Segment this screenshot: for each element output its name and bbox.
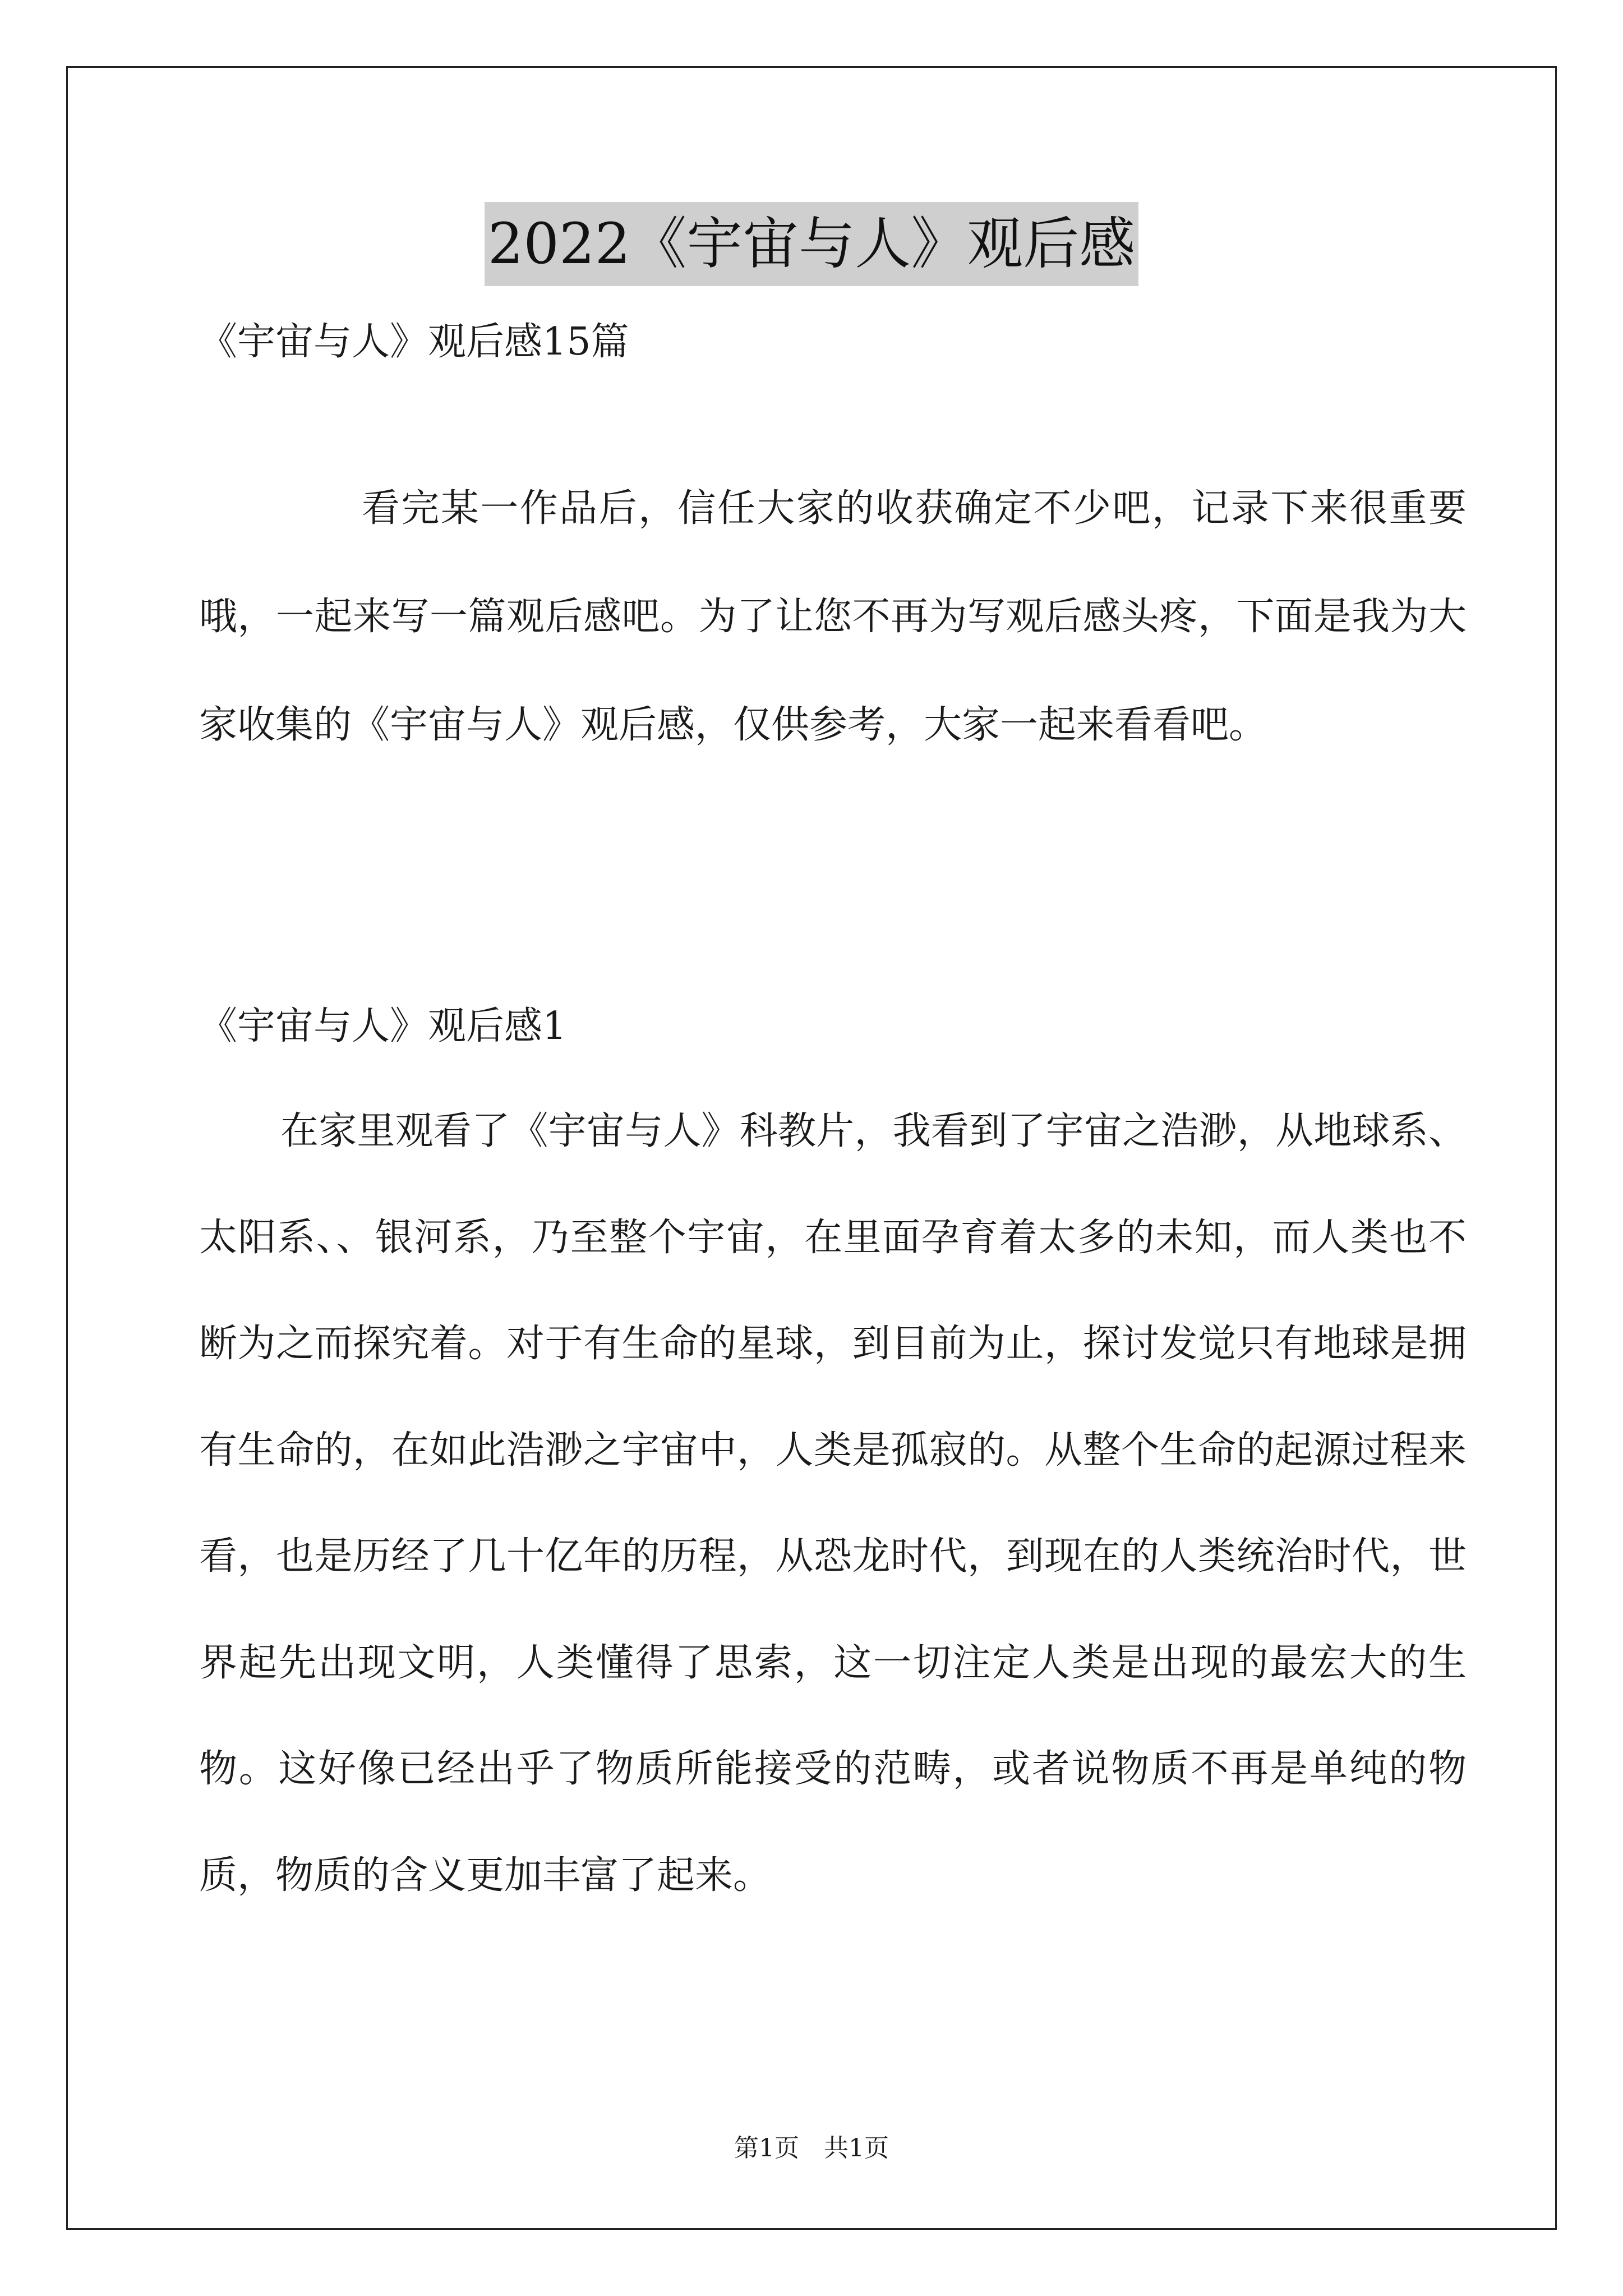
document-subtitle: 《宇宙与人》观后感15篇 — [199, 320, 629, 364]
document-title: 2022《宇宙与人》观后感 — [485, 202, 1139, 286]
section-heading: 《宇宙与人》观后感1 — [199, 1004, 567, 1048]
page-footer — [0, 2132, 1623, 2165]
title-container — [0, 202, 1623, 286]
body-paragraph: 在家里观看了《宇宙与人》科教片，我看到了宇宙之浩渺，从地球系、太阳系、、银河系，乃至整个宇宙，在里面孕育着太多的未知，而人类也不断为之而探究着。对于有生命的星球，到目前为止，探讨发觉只有地球是拥有生命的，在如此浩渺之宇宙中，人类是孤寂的。从整个生命的起源过程来看，也是历经了几十亿年的历程，从恐龙时代，到现在的人类统治时代，世界起先出现文明，人类懂得了思索，这一切注定人类是出现的最宏大的生物。这好像已经出乎了物质所能接受的范畴，或者说物质不再是单纯的物质，物质的含义更加丰富了起来。 — [199, 1109, 1467, 1898]
intro-paragraph: 看完某一作品后，信任大家的收获确定不少吧，记录下来很重要哦，一起来写一篇观后感吧。为了让您不再为写观后感头疼，下面是我为大家收集的《宇宙与人》观后感，仅供参考，大家一起来看看吧。 — [199, 486, 1467, 747]
page-number: 第1页 共1页 — [734, 2134, 889, 2162]
